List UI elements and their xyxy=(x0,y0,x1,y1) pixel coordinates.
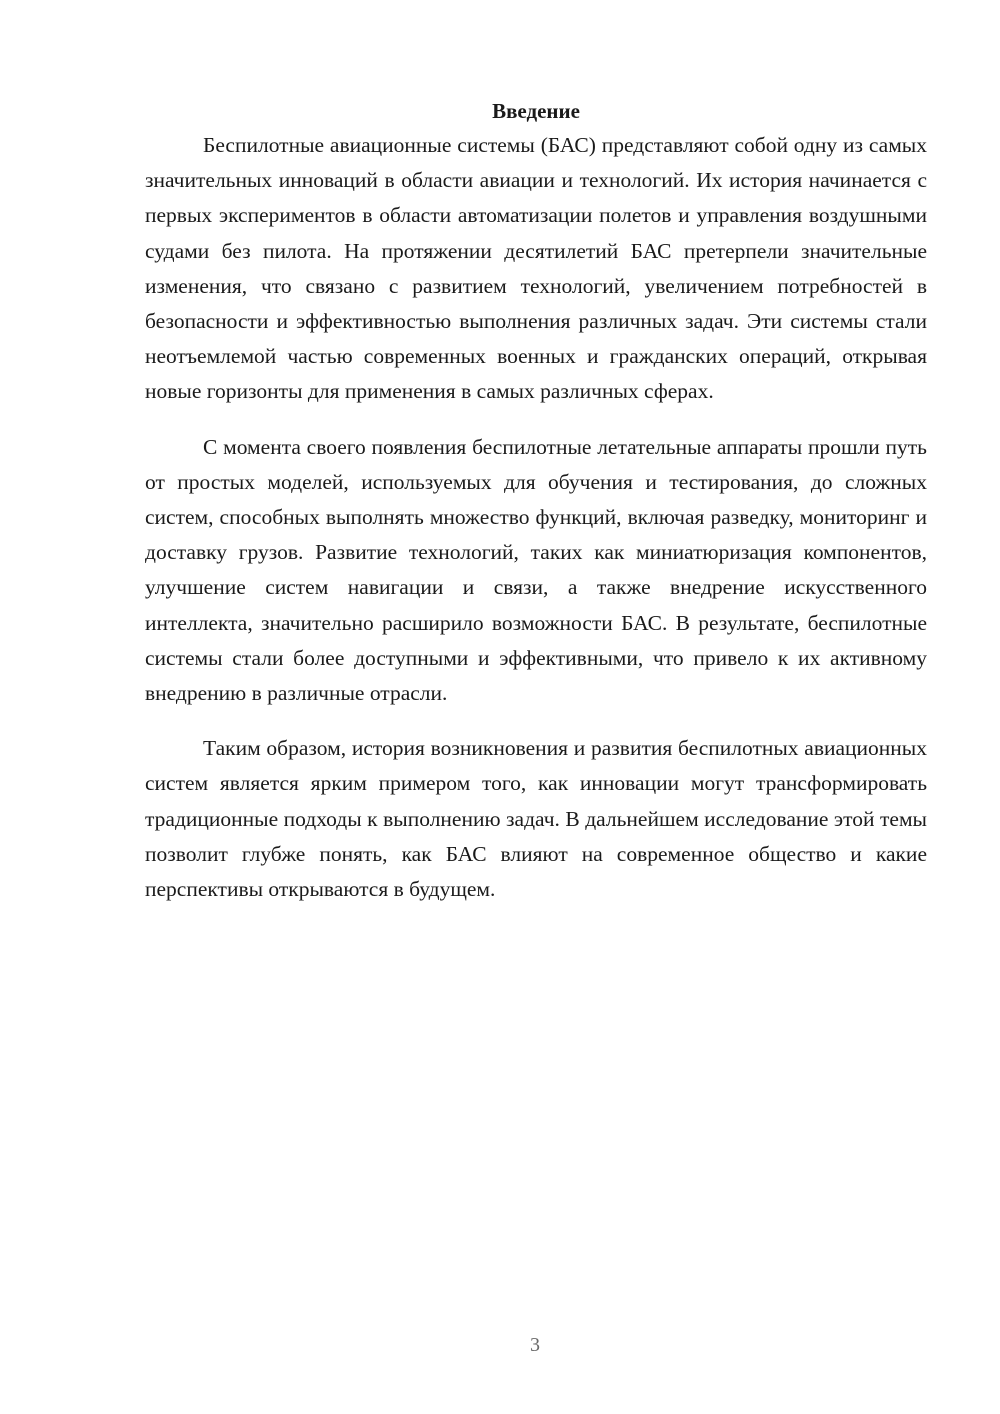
paragraph-1: Беспилотные авиационные системы (БАС) представляют собой одну из самых значительных инноваций в области авиации и технологий. Их история начинается с первых экспериментов в области автоматизации полетов и управления воздушными судами без пилота. На протяжении десятилетий БАС претерпели значительные изменения, что связано с развитием технологий, увеличением потребностей в безопасности и эффективностью выполнения различных задач. Эти системы стали неотъемлемой частью современных военных и гражданских операций, открывая новые горизонты для применения в самых различных сферах. xyxy=(145,133,927,404)
paragraph-3: Таким образом, история возникновения и развития беспилотных авиационных систем является ярким примером того, как инновации могут трансформировать традиционные подходы к выполнению задач. В дальнейшем исследование этой темы позволит глубже понять, как БАС влияют на современное общество и какие перспективы открываются в будущем. xyxy=(145,736,927,902)
page-number: 3 xyxy=(530,1334,540,1356)
paragraph-2: С момента своего появления беспилотные летательные аппараты прошли путь от простых моделей, используемых для обучения и тестирования, до сложных систем, способных выполнять множество функций, включая разведку, мониторинг и доставку грузов. Развитие технологий, таких как миниатюризация компонентов, улучшение систем навигации и связи, а также внедрение искусственного интеллекта, значительно расширило возможности БАС. В результате, беспилотные системы стали более доступными и эффективными, что привело к их активному внедрению в различные отрасли. xyxy=(145,434,927,706)
section-heading: Введение xyxy=(492,99,580,123)
page-content xyxy=(145,96,927,927)
